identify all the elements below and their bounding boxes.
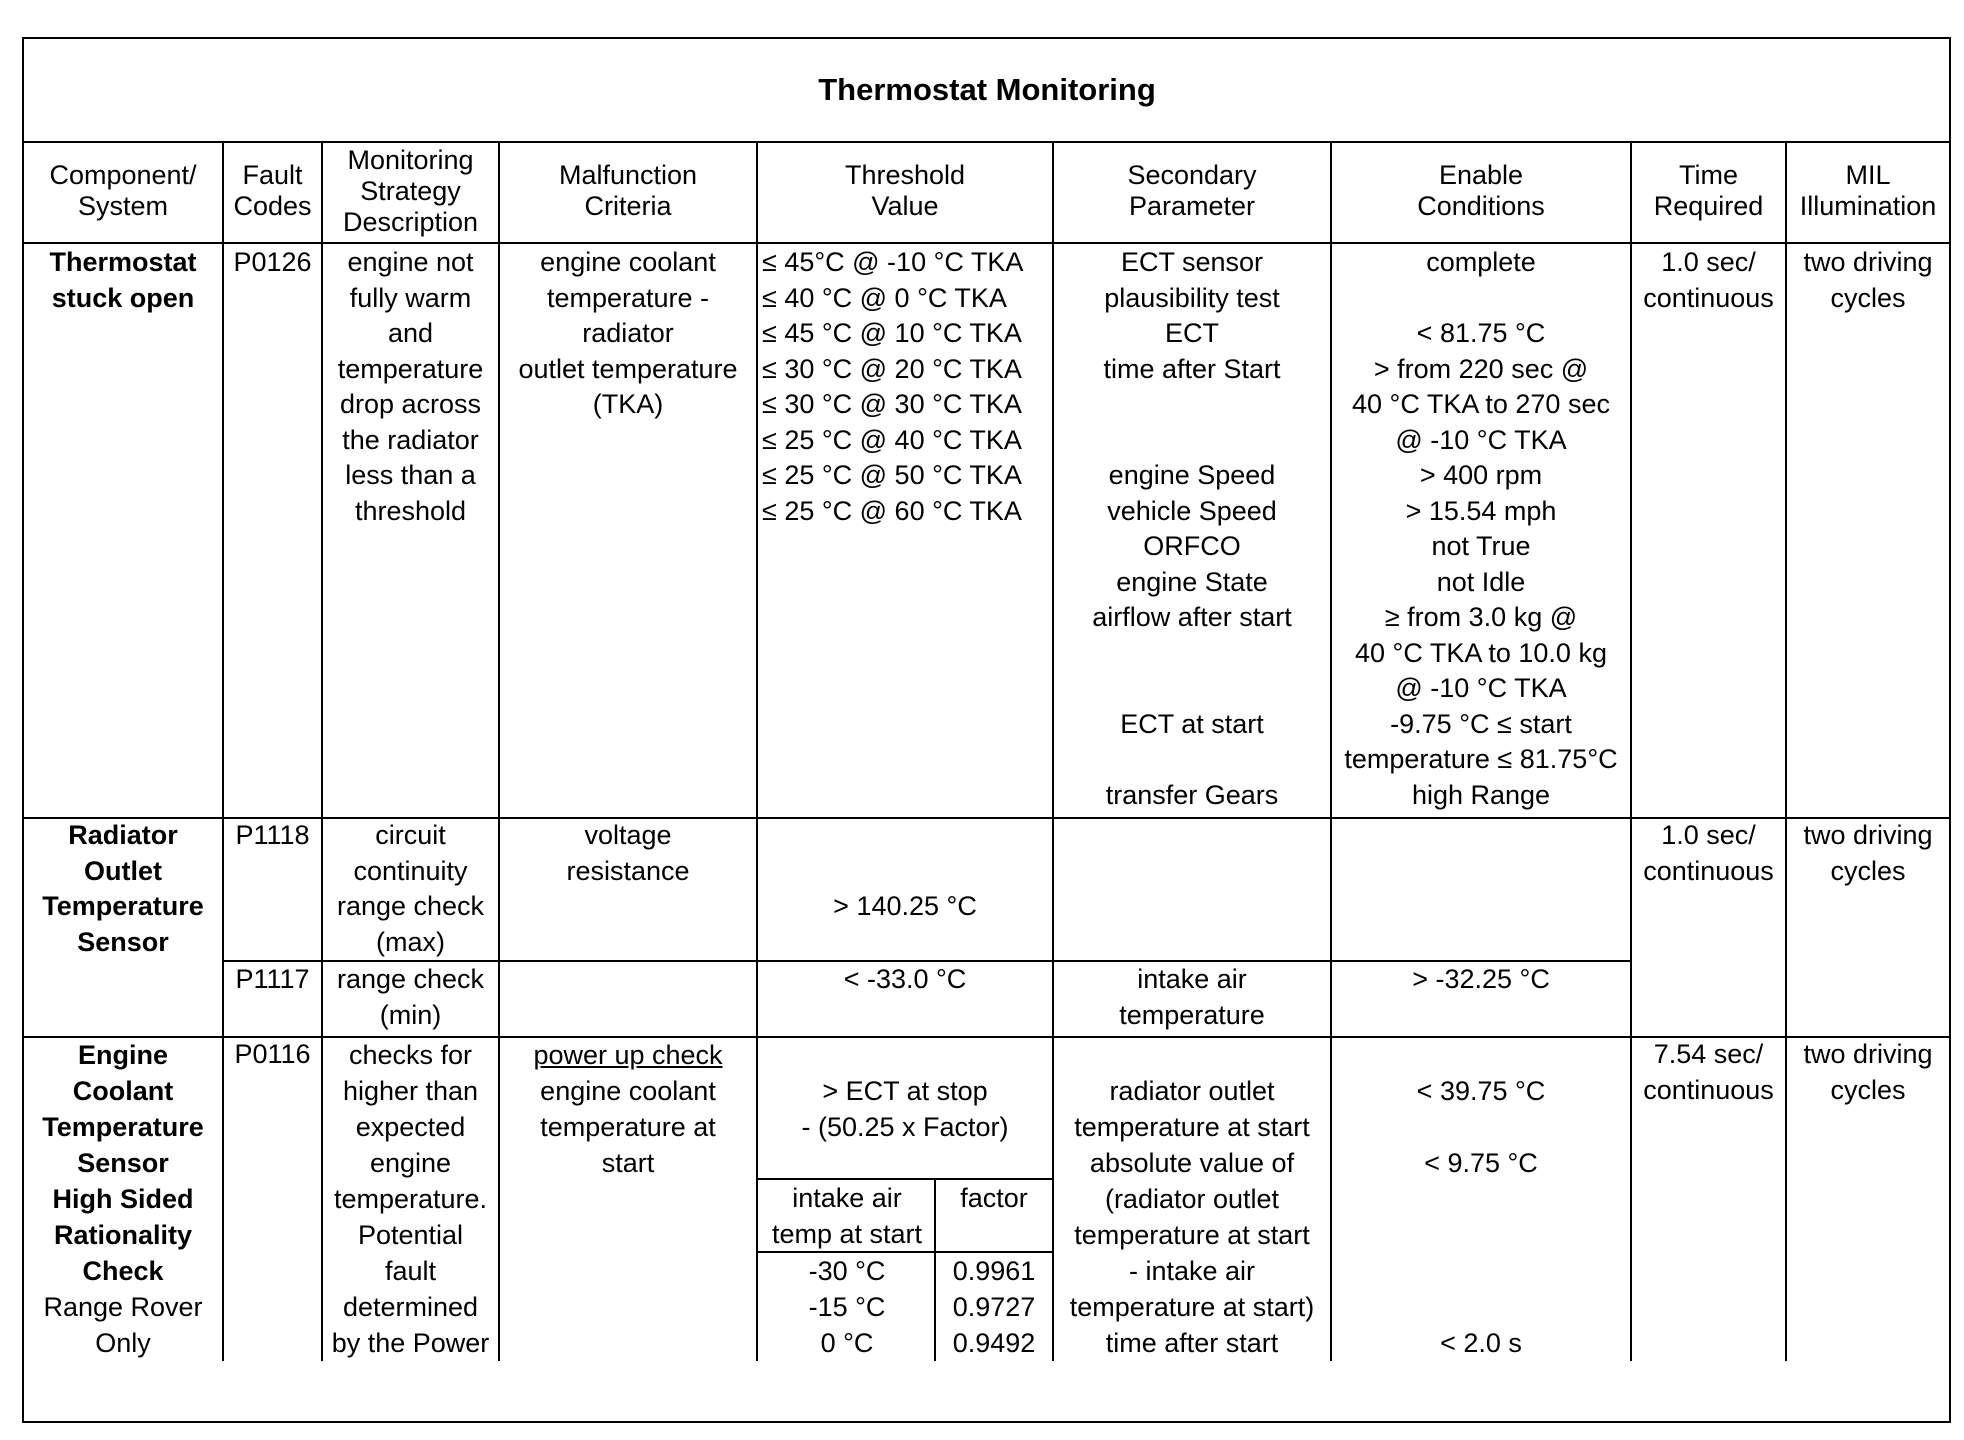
- cell-line: ECT at start: [1120, 708, 1264, 739]
- radiator-min-enable: [1332, 962, 1630, 998]
- header-line: Enable: [1438, 160, 1524, 190]
- cell-line: resistance: [566, 855, 690, 886]
- header-component: [24, 142, 222, 240]
- header-malfunction: [500, 142, 756, 240]
- cell-line: < -33.0 °C: [843, 964, 967, 994]
- cell-line: 40 °C TKA to 10.0 kg: [1355, 637, 1607, 668]
- radiator-max-fault-code: [224, 818, 321, 854]
- cell-line: -30 °C: [808, 1256, 886, 1286]
- cell-line: ORFCO: [1143, 531, 1241, 561]
- cell-line: > 15.54 mph: [1405, 495, 1557, 526]
- header-fault-codes: [224, 142, 321, 240]
- cell-line: Sensor: [77, 1148, 169, 1178]
- ect-enable-2: [1332, 1145, 1630, 1181]
- cell-line: voltage: [584, 820, 672, 850]
- cell-line: -9.75 °C ≤ start: [1390, 708, 1572, 739]
- cell-line: temperature at start: [1074, 1220, 1310, 1250]
- cell-line: Sensor: [77, 926, 169, 957]
- cell-line: higher than: [342, 1076, 479, 1106]
- cell-line: temperature: [337, 353, 484, 384]
- cell-line: ≤ 25 °C @ 50 °C TKA: [762, 460, 1022, 490]
- cell-line: Outlet: [84, 855, 162, 886]
- cell-line: engine State: [1116, 566, 1268, 597]
- cell-line: cycles: [1830, 855, 1906, 886]
- cell-line: - (50.25 x Factor): [801, 1112, 1009, 1142]
- cell-line: less than a: [345, 460, 476, 490]
- cell-line: vehicle Speed: [1107, 495, 1277, 526]
- cell-line: 0.9961: [952, 1256, 1036, 1286]
- header-separator: [22, 242, 1951, 244]
- cell-line: temp at start: [771, 1219, 923, 1249]
- cell-line: start: [601, 1148, 655, 1178]
- cell-line: (radiator outlet: [1104, 1184, 1280, 1214]
- cell-line: < 81.75 °C: [1416, 318, 1546, 348]
- cell-line: two driving: [1803, 247, 1933, 277]
- ect-criteria: [500, 1037, 756, 1181]
- cell-line: range check: [336, 964, 485, 994]
- header-threshold: [758, 142, 1052, 240]
- cell-line: > 140.25 °C: [833, 891, 977, 921]
- cell-line: (TKA): [592, 389, 664, 419]
- cell-line: plausibility test: [1104, 282, 1280, 313]
- ect-component: [24, 1037, 222, 1361]
- cell-line: Coolant: [72, 1076, 174, 1106]
- ect-mil: [1787, 1037, 1949, 1108]
- cell-line: fully warm: [349, 282, 472, 313]
- header-line: Fault: [242, 160, 303, 190]
- thermostat-threshold: [758, 245, 1052, 529]
- cell-line: 1.0 sec/: [1661, 820, 1756, 850]
- cell-line: High Sided: [52, 1184, 194, 1214]
- header-secondary: [1054, 142, 1330, 240]
- header-line: Strategy: [360, 175, 461, 206]
- cell-line: P1117: [235, 964, 310, 994]
- table-title: Thermostat Monitoring: [818, 72, 1156, 107]
- cell-line: intake air: [792, 1183, 902, 1213]
- cell-line: -15 °C: [808, 1292, 886, 1322]
- cell-line: temperature at start: [1074, 1112, 1310, 1142]
- cell-line: Temperature: [42, 1112, 204, 1142]
- factor-table-temp-header: [760, 1180, 934, 1252]
- cell-line: - intake air: [1128, 1256, 1256, 1286]
- cell-line: Check: [82, 1256, 164, 1286]
- cell-line: Thermostat: [49, 247, 197, 277]
- radiator-max-threshold: [758, 889, 1052, 925]
- cell-line: ≤ 25 °C @ 40 °C TKA: [762, 424, 1022, 455]
- header-strategy: [323, 142, 498, 240]
- cell-line: P0116: [234, 1039, 311, 1069]
- cell-line: 0.9727: [952, 1292, 1036, 1322]
- col-sep-1: [222, 141, 224, 1361]
- cell-line: high Range: [1411, 779, 1551, 810]
- header-time: [1632, 142, 1785, 240]
- cell-line: engine Speed: [1108, 460, 1276, 490]
- cell-line: ≤ 45°C @ -10 °C TKA: [762, 247, 1024, 277]
- cell-line: continuity: [353, 855, 468, 886]
- cell-line: engine: [369, 1148, 452, 1178]
- cell-line: transfer Gears: [1105, 779, 1279, 810]
- cell-line: P1118: [235, 820, 310, 850]
- cell-line: 0 °C: [820, 1328, 874, 1358]
- cell-line: > -32.25 °C: [1412, 964, 1550, 994]
- cell-line: Temperature: [42, 891, 204, 921]
- radiator-max-criteria: [500, 818, 756, 889]
- thermostat-time: [1632, 245, 1785, 316]
- header-line: Secondary: [1127, 160, 1257, 190]
- cell-line: stuck open: [51, 282, 195, 313]
- header-line: Conditions: [1417, 191, 1545, 221]
- cell-line: > ECT at stop: [822, 1076, 988, 1106]
- cell-line: 0.9492: [952, 1328, 1036, 1358]
- cell-line: Potential: [357, 1220, 464, 1250]
- cell-line: two driving: [1803, 1039, 1933, 1069]
- cell-line: not True: [1431, 531, 1531, 561]
- cell-line: factor: [960, 1183, 1028, 1213]
- cell-line: airflow after start: [1092, 602, 1292, 632]
- header-line: Component/: [49, 160, 197, 190]
- header-line: Parameter: [1128, 191, 1256, 221]
- cell-line: circuit: [375, 820, 446, 850]
- ect-enable-1: [1332, 1073, 1630, 1109]
- cell-line: @ -10 °C TKA: [1395, 673, 1567, 703]
- header-line: Value: [871, 191, 939, 221]
- cell-line: > 400 rpm: [1419, 460, 1543, 490]
- cell-line: and: [387, 318, 434, 348]
- cell-line: Only: [95, 1328, 151, 1358]
- thermostat-strategy: [323, 245, 498, 529]
- thermostat-fault-code: [224, 245, 321, 281]
- header-line: Time: [1679, 160, 1738, 190]
- cell-line: complete: [1426, 247, 1536, 277]
- radiator-max-strategy: [323, 818, 498, 960]
- header-line: System: [77, 191, 169, 221]
- cell-line: temperature: [1119, 999, 1265, 1030]
- ect-fault-code: [224, 1037, 321, 1073]
- header-line: Illumination: [1799, 191, 1937, 221]
- cell-line: @ -10 °C TKA: [1395, 424, 1567, 455]
- cell-line: time after start: [1105, 1328, 1279, 1358]
- cell-line: Rationality: [53, 1220, 193, 1250]
- cell-line: temperature ≤ 81.75°C: [1344, 744, 1618, 774]
- cell-line: engine coolant: [540, 247, 716, 277]
- cell-line: ≥ from 3.0 kg @: [1384, 602, 1578, 632]
- header-line: Monitoring: [347, 144, 474, 175]
- cell-line: continuous: [1643, 282, 1774, 313]
- cell-line: Engine: [77, 1040, 168, 1070]
- col-sep-8: [1785, 141, 1787, 1361]
- thermostat-component: [24, 245, 222, 316]
- cell-line: by the Power: [331, 1328, 490, 1358]
- col-sep-7: [1630, 141, 1632, 1361]
- cell-line: Range Rover: [43, 1292, 203, 1322]
- cell-line: expected: [355, 1112, 466, 1142]
- cell-line: continuous: [1643, 855, 1774, 886]
- ect-time: [1632, 1037, 1785, 1108]
- cell-line: ≤ 30 °C @ 20 °C TKA: [762, 353, 1022, 384]
- cell-line: ECT: [1165, 318, 1219, 348]
- cell-line: ≤ 30 °C @ 30 °C TKA: [762, 389, 1022, 419]
- cell-line: 40 °C TKA to 270 sec: [1352, 389, 1610, 419]
- cell-line: drop across: [339, 389, 482, 419]
- cell-line: cycles: [1830, 1074, 1906, 1105]
- cell-line: engine coolant: [540, 1076, 716, 1106]
- header-line: Codes: [233, 191, 312, 221]
- cell-line: P0126: [233, 247, 312, 277]
- cell-line: temperature at start): [1069, 1292, 1315, 1322]
- factor-table-factor-header: [936, 1180, 1052, 1216]
- radiator-min-fault-code: [224, 962, 321, 998]
- cell-line: power up check: [533, 1040, 723, 1070]
- header-line: Threshold: [844, 160, 966, 190]
- ect-enable-3: [1332, 1325, 1630, 1361]
- cell-line: ≤ 25 °C @ 60 °C TKA: [762, 495, 1022, 526]
- cell-line: temperature -: [546, 282, 710, 313]
- cell-line: range check: [336, 891, 485, 921]
- cell-line: Radiator: [68, 820, 178, 850]
- cell-line: the radiator: [342, 424, 479, 455]
- header-line: Malfunction: [558, 160, 698, 190]
- cell-line: temperature at: [540, 1112, 716, 1142]
- thermostat-criteria: [500, 245, 756, 423]
- header-mil: [1787, 142, 1949, 240]
- cell-line: threshold: [354, 495, 467, 526]
- header-line: Description: [342, 206, 479, 237]
- cell-line: ≤ 45 °C @ 10 °C TKA: [762, 318, 1022, 348]
- cell-line: 1.0 sec/: [1661, 247, 1756, 277]
- thermostat-enable: [1332, 245, 1630, 813]
- cell-line: absolute value of: [1089, 1148, 1295, 1178]
- frame-bottom: [22, 1421, 1951, 1423]
- cell-line: determined: [342, 1292, 479, 1322]
- cell-line: temperature.: [333, 1184, 488, 1214]
- frame-right: [1949, 37, 1951, 1423]
- cell-line: time after Start: [1103, 353, 1281, 384]
- cell-line: < 39.75 °C: [1416, 1076, 1546, 1106]
- ect-threshold: [758, 1073, 1052, 1145]
- cell-line: continuous: [1643, 1074, 1774, 1105]
- factor-table-factors: [936, 1253, 1052, 1361]
- radiator-component: [24, 818, 222, 960]
- header-enable: [1332, 142, 1630, 240]
- cell-line: engine not: [347, 247, 474, 277]
- cell-line: (max): [376, 926, 445, 957]
- cell-line: fault: [384, 1256, 437, 1286]
- cell-line: checks for: [348, 1040, 473, 1070]
- cell-line: radiator outlet: [1109, 1076, 1275, 1106]
- header-line: Required: [1653, 191, 1764, 221]
- cell-line: (min): [379, 999, 442, 1030]
- header-line: MIL: [1845, 160, 1891, 190]
- cell-line: not Idle: [1436, 566, 1526, 597]
- radiator-time: [1632, 818, 1785, 889]
- cell-line: ≤ 40 °C @ 0 °C TKA: [762, 282, 1007, 313]
- cell-line: outlet temperature: [518, 353, 738, 384]
- cell-line: intake air: [1137, 964, 1247, 994]
- thermostat-mil: [1787, 245, 1949, 316]
- thermostat-secondary: [1054, 245, 1330, 813]
- cell-line: < 2.0 s: [1440, 1328, 1522, 1358]
- radiator-min-secondary: [1054, 962, 1330, 1033]
- radiator-min-strategy: [323, 962, 498, 1033]
- header-line: Criteria: [584, 191, 672, 221]
- cell-line: 7.54 sec/: [1653, 1039, 1764, 1069]
- cell-line: radiator: [582, 318, 674, 348]
- radiator-mil: [1787, 818, 1949, 889]
- frame-top: [22, 37, 1951, 39]
- cell-line: > from 220 sec @: [1373, 353, 1589, 384]
- cell-line: cycles: [1830, 282, 1906, 313]
- cell-line: ECT sensor: [1120, 247, 1264, 277]
- factor-table-temps: [760, 1253, 934, 1361]
- ect-secondary: [1054, 1073, 1330, 1361]
- cell-line: two driving: [1803, 820, 1933, 850]
- radiator-min-threshold: [758, 962, 1052, 998]
- cell-line: < 9.75 °C: [1424, 1148, 1538, 1178]
- ect-strategy: [323, 1037, 498, 1361]
